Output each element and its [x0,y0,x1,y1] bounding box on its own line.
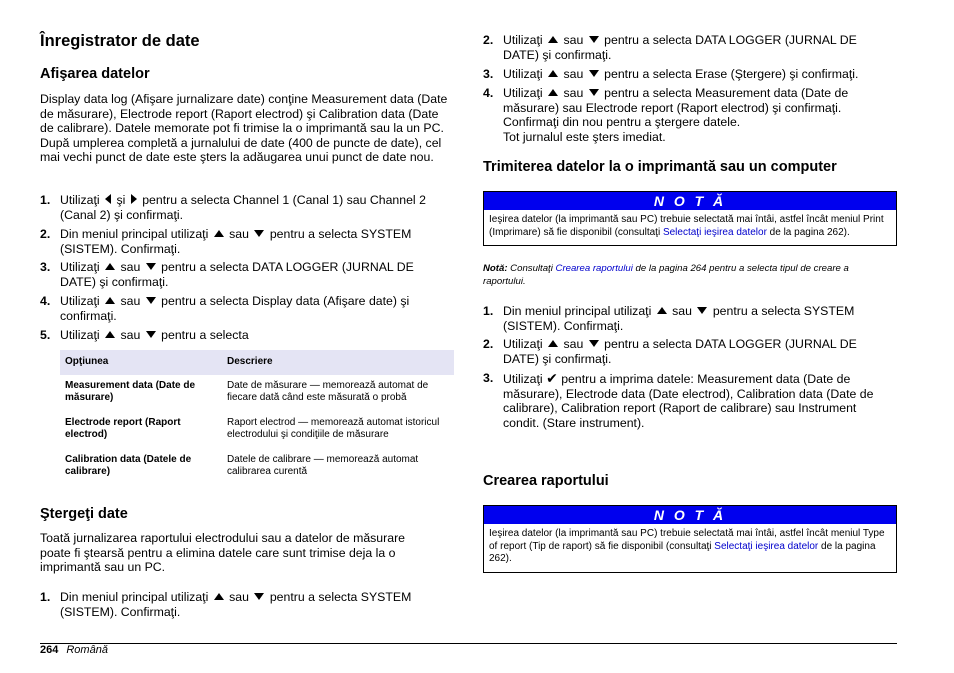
footer-rule [40,643,897,644]
up-arrow-icon [105,331,115,338]
table-header-description: Descriere [222,350,454,375]
link-create-report[interactable]: Crearea raportului [555,263,633,274]
down-arrow-icon [146,297,156,304]
report-heading: Crearea raportului [483,473,609,489]
down-arrow-icon [589,89,599,96]
up-arrow-icon [657,307,667,314]
up-arrow-icon [548,36,558,43]
up-arrow-icon [214,593,224,600]
display-heading: Afişarea datelor [40,66,150,82]
link-select-output[interactable]: Selectaţi ieşirea datelor [714,540,819,552]
note-title: N O T Ă [484,506,896,524]
up-arrow-icon [214,230,224,237]
down-arrow-icon [589,340,599,347]
up-arrow-icon [548,70,558,77]
table-header-option: Opţiunea [60,350,222,375]
note-title: N O T Ă [484,192,896,210]
link-select-output[interactable]: Selectaţi ieşirea datelor [662,226,767,238]
display-paragraph: Display data log (Afişare jurnalizare date) conţine Measurement data (Date de măsurare), Electrode report (Raport electrod) şi Calibration data (Date de calibrare). Datele memorate pot fi trimise la o imprimantă sau la un PC. După umplerea completă a jurnalului de date (400 de puncte de date), cel mai vechi punct de date este şters la adăugarea unui punct de date nou. [40,92,448,165]
footer-language: Română [66,644,108,656]
note-text: Ieşirea datelor (la imprimantă sau PC) trebuie selectată mai întâi, astfel încât meniul Print (Imprimare) să fie disponibil (consultaţi Selectaţi ieşirea datelor de la pagina 262). [489,214,884,238]
checkmark-icon: ✔ [546,370,558,386]
table-row: Measurement data (Date de măsurare) Date de măsurare — memorează automat de fiecare dată când este măsurată o probă [60,375,454,412]
delete-heading: Ştergeţi date [40,506,128,522]
down-arrow-icon [146,263,156,270]
down-arrow-icon [146,331,156,338]
up-arrow-icon [548,89,558,96]
delete-paragraph: Toată jurnalizarea raportului electrodului sau a datelor de măsurare poate fi ştearsă pentru a elimina datele care sunt trimise deja la o imprimantă sau un PC. [40,531,406,575]
note-box-print [483,191,897,246]
footer [40,644,108,656]
small-note: Notă: Consultaţi Crearea raportului de la pagina 264 pentru a selecta tipul de creare a raportului. [483,263,849,287]
down-arrow-icon [254,230,264,237]
down-arrow-icon [589,70,599,77]
right-arrow-icon [131,194,137,204]
down-arrow-icon [254,593,264,600]
page-title: Înregistrator de date [40,32,200,50]
table-row: Electrode report (Raport electrod) Raport electrod — memorează automat istoricul electrodului şi condiţiile de măsurare [60,411,454,448]
down-arrow-icon [697,307,707,314]
left-arrow-icon [105,194,111,204]
options-table [60,350,454,486]
table-row: Calibration data (Datele de calibrare) Datele de calibrare — memorează automat calibrarea curentă [60,448,454,485]
up-arrow-icon [105,263,115,270]
up-arrow-icon [548,340,558,347]
send-heading: Trimiterea datelor la o imprimantă sau un computer [483,159,837,175]
note-box-report [483,505,897,573]
note-text: Ieşirea datelor (la imprimantă sau PC) trebuie selectată mai întâi, astfel încât meniul Type of report (Tip de raport) să fie disponibil (consultaţi Selectaţi ieşirea datelor de la pagina 262). [489,528,885,564]
page-number: 264 [40,644,59,656]
down-arrow-icon [589,36,599,43]
up-arrow-icon [105,297,115,304]
